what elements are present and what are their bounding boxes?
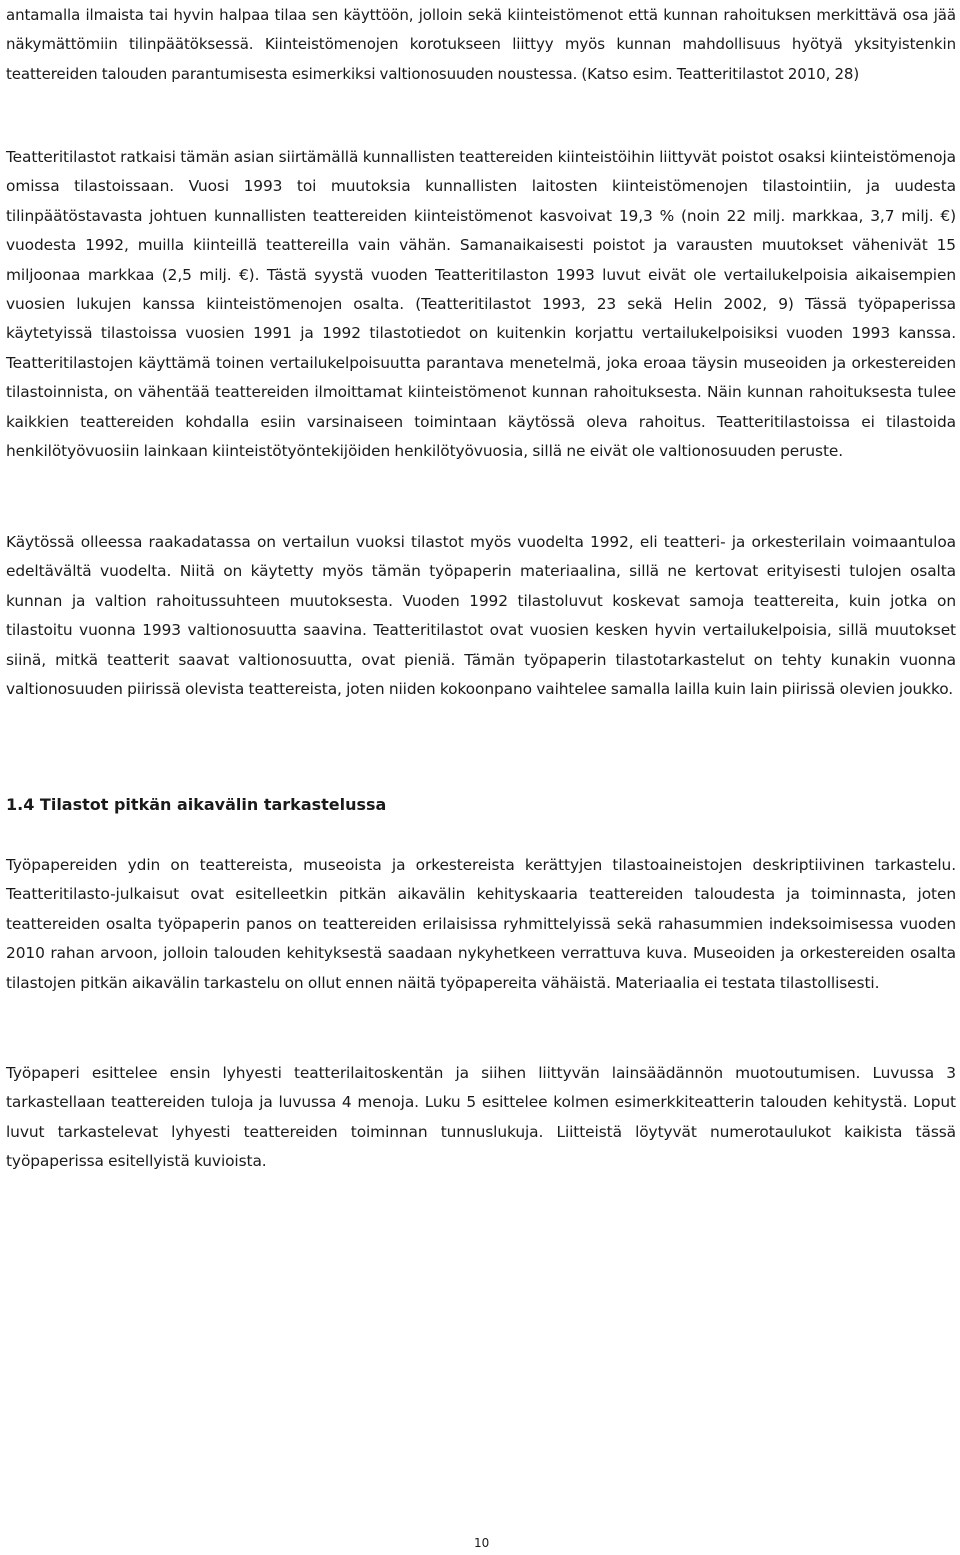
body-paragraph-intro: antamalla ilmaista tai hyvin halpaa tilaa sen käyttöön, jolloin sekä kiinteistömenot että kunnan rahoituksen merkittävä osa jää näkymättömiin tilinpäätöksessä. Kiinteistömenojen korotukseen liittyy myös kunnan mahdollisuus hyötyä yksityistenkin teattereiden talouden parantumisesta esimerkiksi valtionosuuden noustessa. (Katso esim. Teatteritilastot 2010, 28) bbox=[6, 6, 956, 83]
page-number: 10 bbox=[474, 1536, 490, 1550]
body-paragraph-sisalto: Työpaperi esittelee ensin lyhyesti teatterilaitoskentän ja siihen liittyvän lainsäädännön muotoutumisen. Luvussa 3 tarkastellaan teattereiden tuloja ja luvussa 4 menoja. Luku 5 esittelee kolmen esimerkkiteatterin talouden kehitystä. Loput luvut tarkastelevat lyhyesti teattereiden toiminnan tunnuslukuja. Liitteistä löytyvät numerotaulukot kaikista tässä työpaperissa esitellyistä kuvioista. bbox=[6, 1064, 956, 1171]
body-paragraph-raakadata: Käytössä olleessa raakadatassa on vertailun vuoksi tilastot myös vuodelta 1992, eli teatteri- ja orkesterilain voimaantuloa edeltävältä vuodelta. Niitä on käytetty myös tämän työpaperin materiaalina, sillä ne kertovat erityisesti tulojen osalta kunnan ja valtion rahoitussuhteen muutoksesta. Vuoden 1992 tilastoluvut koskevat samoja teattereita, kuin jotka on tilastoitu vuonna 1993 valtionosuutta saavina. Teatteritilastot ovat vuosien kesken hyvin vertailukelpoisia, sillä muutokset siinä, mitkä teatterit saavat valtionosuutta, ovat pieniä. Tämän työpaperin tilastotarkastelut on tehty kunakin vuonna valtionosuuden piirissä olevista teattereista, joten niiden kokoonpano vaihtelee samalla lailla kuin lain piirissä olevien joukko. bbox=[6, 533, 956, 699]
section-heading: 1.4 Tilastot pitkän aikavälin tarkastelussa bbox=[6, 795, 387, 814]
body-paragraph-teatteritilastot: Teatteritilastot ratkaisi tämän asian siirtämällä kunnallisten teattereiden kiinteistöihin liittyvät poistot osaksi kiinteistömenoja omissa tilastoissaan. Vuosi 1993 toi muutoksia kunnallisten laitosten kiinteistömenojen tilastointiin, ja uudesta tilinpäätöstavasta johtuen kunnallisten teattereiden kiinteistömenot kasvoivat 19,3 % (noin 22 milj. markkaa, 3,7 milj. €) vuodesta 1992, muilla kiinteillä teattereilla vain vähän. Samanaikaisesti poistot ja varausten muutokset vähenivät 15 miljoonaa markkaa (2,5 milj. €). Tästä syystä vuoden Teatteritilaston 1993 luvut eivät ole vertailukelpoisia aikaisempien vuosien lukujen kanssa kiinteistömenojen osalta. (Teatteritilastot 1993, 23 sekä Helin 2002, 9) Tässä työpaperissa käytetyissä tilastoissa vuosien 1991 ja 1992 tilastotiedot on kuitenkin korjattu vertailukelpoisiksi vuoden 1993 kanssa. Teatteritilastojen käyttämä toinen vertailukelpoisuutta parantava menetelmä, joka eroaa täysin museoiden ja orkestereiden tilastoinnista, on vähentää teattereiden ilmoittamat kiinteistömenot kunnan rahoituksesta. Näin kunnan rahoituksesta tulee kaikkien teattereiden kohdalla esiin varsinaiseen toimintaan käytössä oleva rahoitus. Teatteritilastoissa ei tilastoida henkilötyövuosiin lainkaan kiinteistötyöntekijöiden henkilötyövuosia, sillä ne eivät ole valtionosuuden peruste. bbox=[6, 148, 956, 461]
body-paragraph-ydin: Työpapereiden ydin on teattereista, museoista ja orkestereista kerättyjen tilastoaineistojen deskriptiivinen tarkastelu. Teatteritilasto-julkaisut ovat esitelleetkin pitkän aikavälin kehityskaaria teattereiden taloudesta ja toiminnasta, joten teattereiden osalta työpaperin panos on teattereiden erilaisissa ryhmittelyissä sekä rahasummien indeksoimisessa vuoden 2010 rahan arvoon, jolloin talouden kehityksestä saadaan nykyhetkeen verrattuva kuva. Museoiden ja orkestereiden osalta tilastojen pitkän aikavälin tarkastelu on ollut ennen näitä työpapereita vähäistä. Materiaalia ei testata tilastollisesti. bbox=[6, 856, 956, 992]
